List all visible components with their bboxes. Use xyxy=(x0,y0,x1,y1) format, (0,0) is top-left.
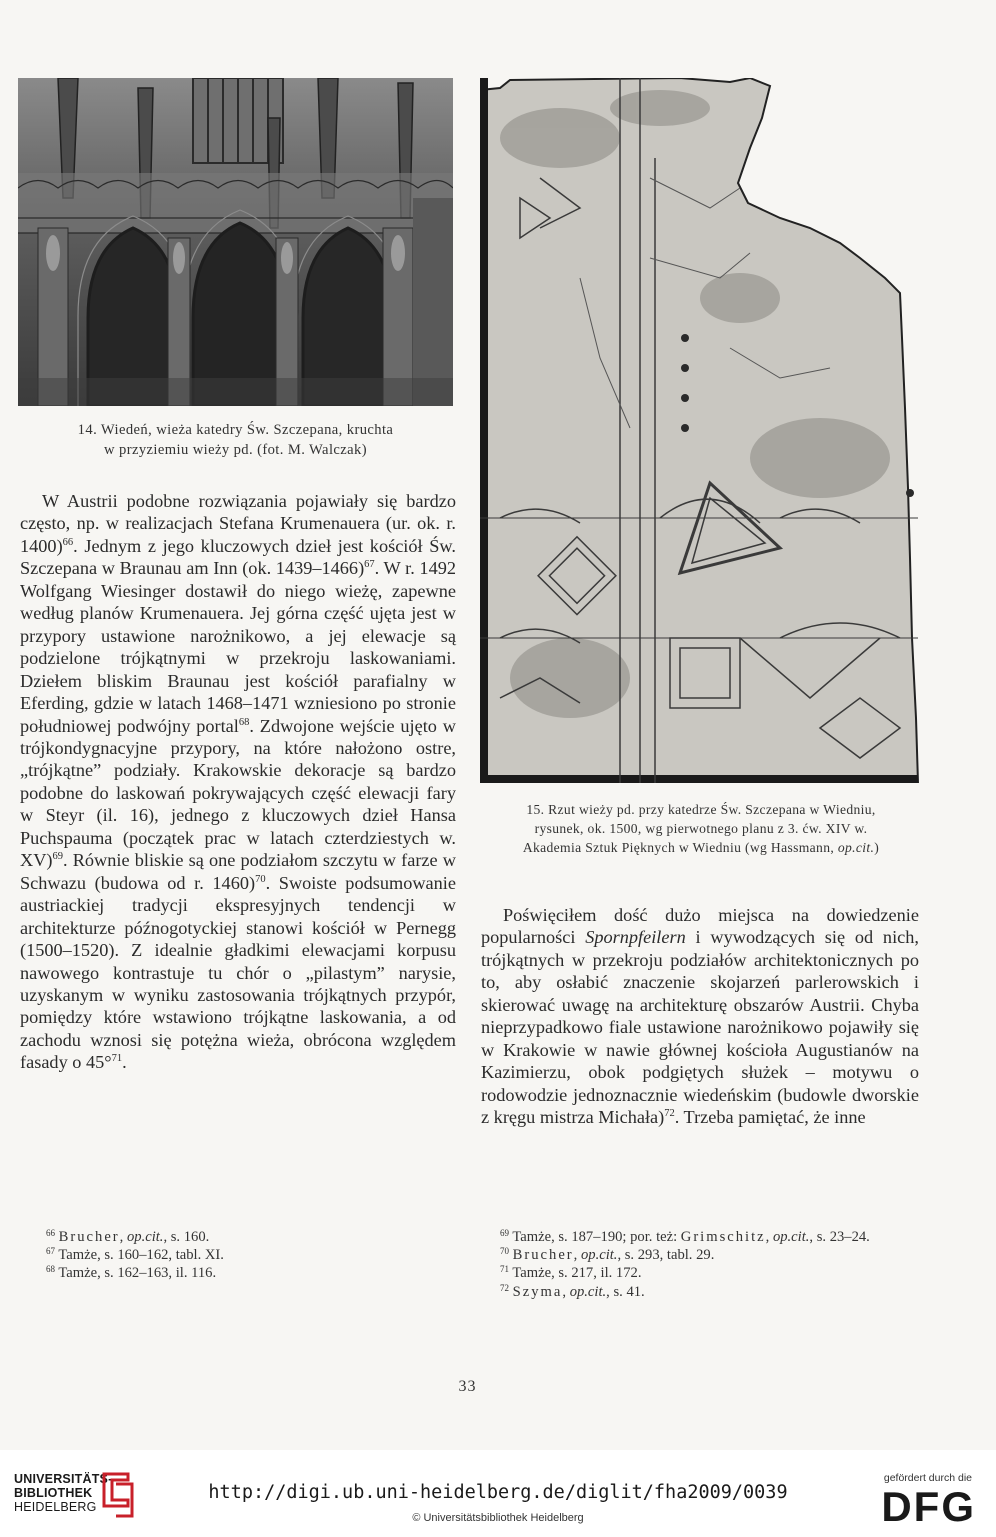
footnote-67 xyxy=(46,1246,446,1264)
figure-15-drawing xyxy=(480,78,920,783)
footnote-ref-69[interactable]: 69 xyxy=(52,851,63,863)
footnote-text: , s. 160. xyxy=(163,1229,210,1245)
footnote-opcit: op.cit. xyxy=(569,1283,607,1300)
footnotes-left xyxy=(46,1228,446,1283)
footnote-text: Tamże, s. 217, il. 172. xyxy=(512,1265,642,1282)
footnote-text: Tamże, s. 162–163, il. 116. xyxy=(58,1265,217,1282)
footnote-author: Brucher xyxy=(58,1229,120,1245)
caption-opcit: op.cit. xyxy=(837,840,875,855)
dfg-logo[interactable]: DFG xyxy=(881,1483,976,1530)
caption-close: ) xyxy=(874,840,880,855)
footnote-number: 66 xyxy=(46,1228,55,1238)
footnote-number: 70 xyxy=(500,1246,509,1257)
figure-15-caption-line1: 15. Rzut wieży pd. przy katedrze Św. Szczepana w Wiedniu, xyxy=(526,802,876,817)
footnote-text: , s. 41. xyxy=(606,1283,645,1300)
footnote-ref-67[interactable]: 67 xyxy=(364,559,375,571)
footnote-text: , s. 23–24. xyxy=(809,1229,870,1245)
footnote-author: Grimschitz xyxy=(680,1229,766,1245)
left-column-text xyxy=(20,490,456,1074)
footnote-author: Szyma xyxy=(512,1283,563,1300)
figure-14-caption-line2: w przyziemiu wieży pd. (fot. M. Walczak) xyxy=(104,442,367,458)
footnote-sep: , xyxy=(119,1229,127,1245)
footnote-69 xyxy=(482,1228,920,1246)
footnote-number: 67 xyxy=(46,1246,55,1257)
footnote-70: $^{70}$ Brucher, op.cit., s. 293, tabl. 29. xyxy=(500,1246,715,1264)
footnote-sep: , xyxy=(765,1229,773,1245)
text-run: . W r. 1492 Wolfgang Wiesinger dostawił do niego wieżę, zapewne według planów Krumenauera. Jej górna część ujęta jest w przypory ustawione narożnikowo, a jej elewacje są podzielone trójkątnymi w przekroju laskowaniami. Dziełem bliskim Braunau jest kościół parafialny w Eferding, gdzie w latach 1468–1471 wzniesiono po stronie południowej podwójny portal xyxy=(20,558,456,736)
term-spornpfeilern: Spornpfeilern xyxy=(585,927,686,948)
footnote-text: Tamże, s. 160–162, tabl. XI. xyxy=(58,1247,224,1264)
text-run: . Równie bliskie są one podziałom szczytu w farze w Schwazu (budowa od r. 1460) xyxy=(20,850,456,893)
text-run: i wywodzących się od nich, trójkątnych w przekroju podziałów architektonicznych po to, aby osłabić znaczenie skojarzeń parlerowskich i skierować uwagę na architekturę obszarów Austrii. Chyba nieprzypadkowo fiale ustawione narożnikowo pojawiły się w Krakowie w nawie głównej kościoła Augustianów na Kazimierzu, obok podgiętych służek – motywu o rodowodzie jednoznacznie wiedeńskim (budowle dworskie z kręgu mistrza Michała) xyxy=(481,927,919,1128)
footnote-72: $^{72}$ Szyma, op.cit., s. 41. xyxy=(500,1282,645,1300)
text-run: Poświęciłem dość dużo miejsca na dowiedzenie popularności xyxy=(481,905,919,948)
footnote-ref-68[interactable]: 68 xyxy=(238,716,250,728)
text-run: . Swoiste podsumowanie austriackiej tradycji ekspresyjnych tendencji w architekturze późnogotyckiej stanowi kościół w Pernegg (1500–1520). Z idealnie gładkimi elewacjami korpusu nawowego kontrastuje tu chór o „pilastym” narysie, uzyskanym w wyniku zastosowania trójkątnych przypór, pomiędzy które wstawiono trójkątne laskowania, a od zachodu wznosi się potężna wieża, obrócona względem fasady o 45° xyxy=(20,872,456,1073)
footnote-66 xyxy=(46,1228,446,1246)
figure-14-photo xyxy=(18,78,453,406)
figure-14-caption xyxy=(18,420,453,460)
viewer-footer xyxy=(0,1450,996,1537)
text-run: . Jednym z jego kluczowych dzieł jest kościół Św. Szczepana w Braunau am Inn (ok. 1439–1466) xyxy=(20,535,456,579)
sponsor-label: gefördert durch die xyxy=(883,1472,972,1484)
footnote-opcit: op.cit. xyxy=(126,1229,164,1245)
text-run: . Zdwojone wejście ujęto w trójkondygnacyjne przypory, na które nałożono ostre, „trójkątne” podziały. Krakowskie dekoracje są bardzo podobne do laskowań pokrywających część elewacji fary w Steyr (il. 16), jednego z kluczowych dzieł Hansa Puchspauma (początek prac w latach czterdziestych w. XV) xyxy=(20,715,456,871)
footnote-71 xyxy=(482,1264,920,1282)
right-column-text xyxy=(481,904,919,1129)
footnote-ref-70[interactable]: 70 xyxy=(255,873,266,885)
footnote-number: 71 xyxy=(500,1264,509,1275)
figure-15-caption xyxy=(478,800,924,857)
footnote-text: , s. 293, tabl. 29. xyxy=(617,1247,715,1264)
footnote-68 xyxy=(46,1264,446,1282)
figure-15-caption-line3 xyxy=(478,838,924,857)
footnote-text: Tamże, s. 187–190; por. też: xyxy=(512,1229,681,1245)
footnote-author: Brucher xyxy=(512,1247,574,1264)
text-run: . xyxy=(122,1052,127,1073)
footnote-ref-72[interactable]: 72 xyxy=(664,1108,675,1120)
figure-14-caption-line1: 14. Wiedeń, wieża katedry Św. Szczepana, kruchta xyxy=(77,422,394,438)
figure-15-caption-line2: rysunek, ok. 1500, wg pierwotnego planu z 3. ćw. XIV w. xyxy=(534,821,868,836)
text-run: . Trzeba pamiętać, że inne xyxy=(674,1107,866,1128)
paragraph-austria xyxy=(20,490,456,1074)
paragraph-spornpfeilern xyxy=(481,904,919,1129)
footnote-ref-71[interactable]: 71 xyxy=(111,1053,123,1065)
footnote-ref-66[interactable]: 66 xyxy=(62,536,74,548)
footnote-opcit: op.cit. xyxy=(580,1247,618,1264)
copyright-notice: © Universitätsbibliothek Heidelberg xyxy=(412,1512,584,1524)
footnote-number: 72 xyxy=(500,1282,509,1293)
text-run: W Austrii podobne rozwiązania pojawiały się bardzo często, np. w realizacjach Stefana Krumenauera (ur. ok. r. 1400) xyxy=(20,491,456,556)
page-number: 33 xyxy=(458,1378,477,1395)
library-name-line2: BIBLIOTHEK xyxy=(14,1486,93,1500)
document-url-link[interactable]: http://digi.ub.uni-heidelberg.de/diglit/fha2009/0039 xyxy=(208,1482,788,1503)
footnote-number: 69 xyxy=(500,1228,509,1238)
library-name-line1: UNIVERSITÄTS- xyxy=(14,1472,113,1486)
footnote-opcit: op.cit. xyxy=(772,1229,810,1245)
caption-source: Akademia Sztuk Pięknych w Wiedniu (wg Hassmann, xyxy=(522,840,838,855)
library-name-line3: HEIDELBERG xyxy=(14,1500,97,1514)
footnotes-right xyxy=(482,1228,920,1301)
footnote-number: 68 xyxy=(46,1264,55,1275)
